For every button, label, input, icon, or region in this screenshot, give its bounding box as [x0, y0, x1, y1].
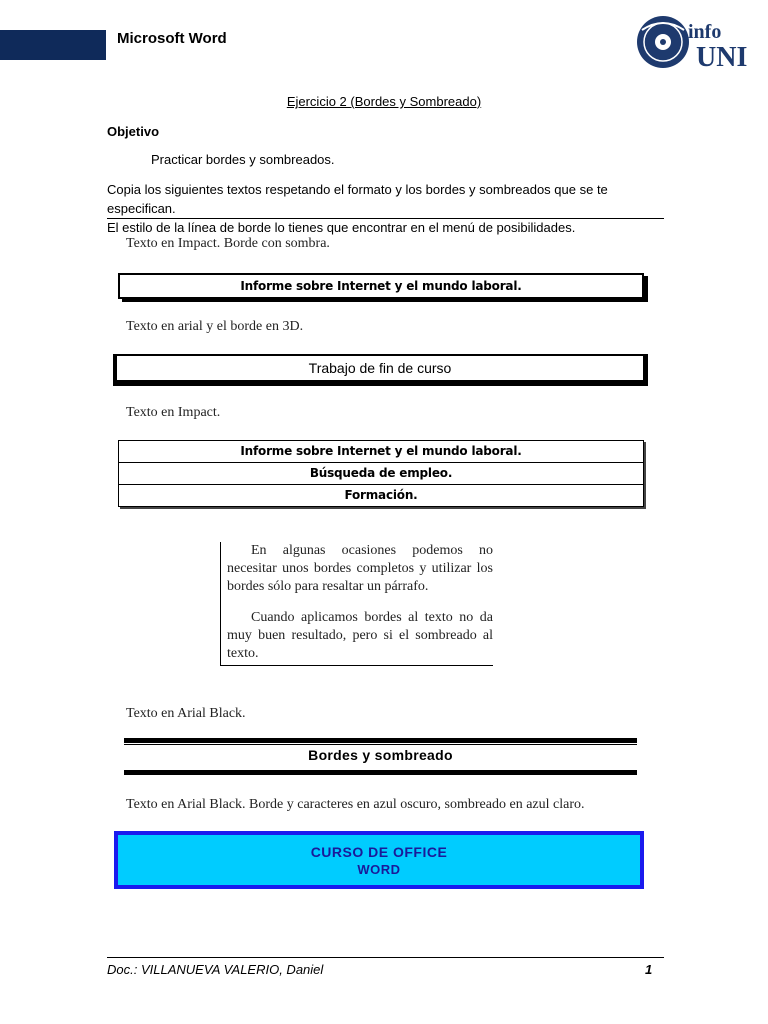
ex4-paragraph-1: En algunas ocasiones podemos no necesitar unos bordes completos y utilizar los bordes sólo para resaltar un párrafo.: [227, 543, 493, 594]
instructions: [107, 180, 667, 237]
ex5-bottom-border: [124, 770, 637, 775]
ex5-top-border-thin: [124, 744, 637, 745]
ex2-3d-box: Trabajo de fin de curso: [113, 354, 648, 386]
ex1-caption: Texto en Impact. Borde con sombra.: [126, 236, 330, 251]
app-title: Microsoft Word: [117, 30, 227, 47]
instructions-line-2: El estilo de la línea de borde lo tienes que encontrar en el menú de posibilidades.: [107, 220, 576, 235]
table-row: Formación.: [344, 488, 418, 502]
logo-text-uni: UNI: [696, 42, 748, 70]
ex6-line-1: CURSO DE OFFICE: [310, 844, 448, 860]
ex6-line-2: WORD: [357, 862, 401, 877]
ex1-shadow-box: Informe sobre Internet y el mundo laboral.: [118, 273, 644, 299]
exercise-title: Ejercicio 2 (Bordes y Sombreado): [286, 94, 482, 109]
footer-author: Doc.: VILLANUEVA VALERIO, Daniel: [107, 962, 324, 977]
ex4-paragraph-2: Cuando aplicamos bordes al texto no da muy buen resultado, pero si el sombreado al texto.: [227, 610, 493, 661]
header-bar: [0, 30, 106, 60]
ex3-caption: Texto en Impact.: [126, 405, 221, 420]
ex6-office-box: [114, 831, 644, 889]
ex4-partial-border-paragraph: [220, 542, 493, 666]
ex3-table: [118, 440, 644, 507]
table-row: Búsqueda de empleo.: [119, 463, 643, 485]
ex5-caption: Texto en Arial Black.: [126, 706, 246, 721]
ex2-caption: Texto en arial y el borde en 3D.: [126, 319, 304, 334]
infouni-logo: [636, 12, 758, 70]
ex5-top-border: [124, 738, 637, 743]
ex5-box-text: Bordes y sombreado: [308, 747, 453, 763]
ex6-caption: Texto en Arial Black. Borde y caracteres en azul oscuro, sombreado en azul claro.: [126, 797, 585, 812]
objective-text: Practicar bordes y sombreados.: [151, 152, 335, 167]
objective-heading: Objetivo: [107, 124, 160, 139]
logo-text-info: info: [688, 21, 722, 43]
divider: [107, 218, 664, 219]
table-row: Informe sobre Internet y el mundo laboral.: [119, 441, 643, 463]
page-number: 1: [645, 962, 653, 977]
instructions-line-1: Copia los siguientes textos respetando el formato y los bordes y sombreados que se te especifican.: [107, 182, 608, 216]
footer-divider: [107, 957, 664, 958]
